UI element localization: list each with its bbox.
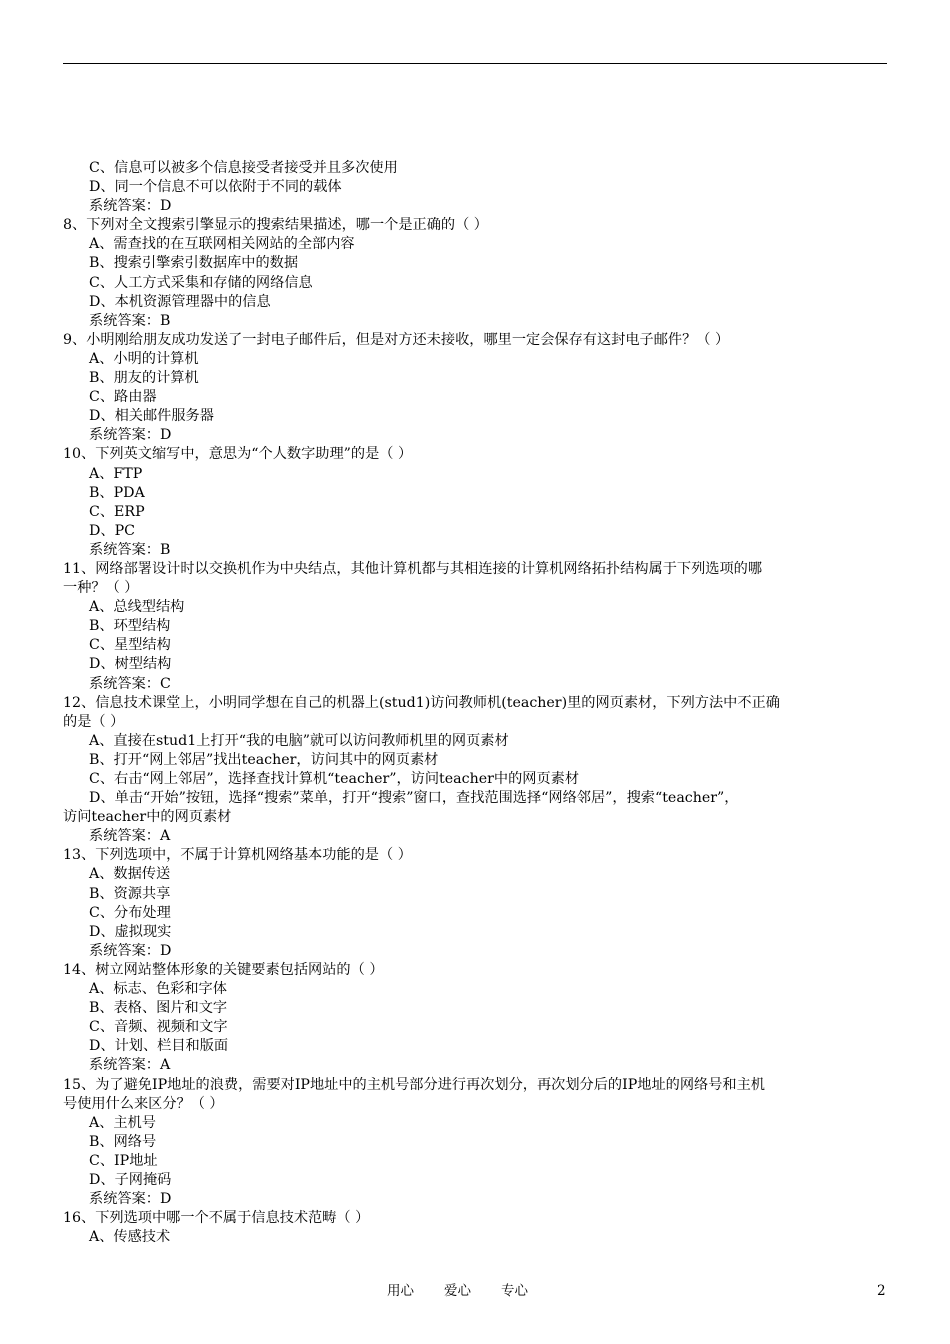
- text-line: 的是（ ）: [63, 713, 125, 730]
- text-line: 系统答案：D: [89, 1191, 172, 1208]
- text-line: B、朋友的计算机: [89, 370, 199, 387]
- text-line: C、信息可以被多个信息接受者接受并且多次使用: [89, 160, 398, 176]
- text-line: 系统答案：B: [89, 312, 171, 329]
- text-line: 系统答案：B: [89, 541, 171, 558]
- text-line: A、传感技术: [89, 1229, 171, 1246]
- footer-word: 专心: [501, 1283, 528, 1299]
- text-line: 号使用什么来区分？（ ）: [63, 1095, 224, 1112]
- text-line: B、PDA: [89, 484, 145, 501]
- text-line: A、标志、色彩和字体: [89, 981, 227, 998]
- footer-motto: [387, 1282, 528, 1300]
- text-line: D、树型结构: [89, 656, 172, 673]
- text-line: A、需查找的在互联网相关网站的全部内容: [89, 236, 355, 253]
- text-line: D、相关邮件服务器: [89, 408, 214, 425]
- text-line: A、小明的计算机: [89, 350, 199, 367]
- text-line: B、打开“网上邻居”找出teacher，访问其中的网页素材: [89, 751, 439, 768]
- text-line: C、右击“网上邻居”，选择查找计算机“teacher”，访问teacher中的网页素材: [89, 771, 580, 787]
- text-line: C、路由器: [89, 389, 157, 406]
- text-line: D、PC: [89, 522, 135, 539]
- text-line: D、计划、栏目和版面: [89, 1038, 229, 1055]
- text-line: C、分布处理: [89, 904, 171, 921]
- page-number: 2: [877, 1283, 886, 1299]
- text-line: A、主机号: [89, 1114, 156, 1131]
- text-line: 系统答案：A: [89, 828, 171, 845]
- text-line: B、资源共享: [89, 885, 171, 902]
- text-line: 9、小明刚给朋友成功发送了一封电子邮件后，但是对方还未接收，哪里一定会保存有这封电子邮件？（ ）: [63, 331, 730, 348]
- text-line: A、总线型结构: [89, 599, 185, 616]
- text-line: D、同一个信息不可以依附于不同的载体: [89, 179, 342, 196]
- text-line: D、本机资源管理器中的信息: [89, 293, 271, 310]
- text-line: C、星型结构: [89, 637, 171, 654]
- text-line: 8、下列对全文搜索引擎显示的搜索结果描述，哪一个是正确的（ ）: [63, 217, 488, 234]
- text-line: B、搜索引擎索引数据库中的数据: [89, 255, 299, 272]
- text-line: 一种？（ ）: [63, 580, 139, 597]
- text-line: 10、下列英文缩写中，意思为“个人数字助理”的是（ ）: [63, 446, 413, 463]
- footer-word: 用心: [387, 1283, 414, 1299]
- text-line: C、IP地址: [89, 1152, 158, 1169]
- text-line: 系统答案：D: [89, 942, 172, 959]
- text-line: 系统答案：C: [89, 675, 171, 692]
- header-rule: [63, 63, 887, 64]
- text-line: 15、为了避免IP地址的浪费，需要对IP地址中的主机号部分进行再次划分，再次划分后的IP地址的网络号和主机: [63, 1076, 765, 1093]
- text-line: C、人工方式采集和存储的网络信息: [89, 274, 313, 291]
- text-line: B、网络号: [89, 1133, 157, 1150]
- text-line: C、ERP: [89, 503, 145, 520]
- text-line: C、音频、视频和文字: [89, 1019, 228, 1036]
- text-line: 12、信息技术课堂上，小明同学想在自己的机器上(stud1)访问教师机(teacher)里的网页素材，下列方法中不正确: [63, 694, 780, 711]
- text-line: 系统答案：D: [89, 198, 172, 215]
- text-line: B、环型结构: [89, 618, 171, 635]
- footer-word: 爱心: [444, 1283, 471, 1299]
- text-line: B、表格、图片和文字: [89, 1000, 228, 1017]
- text-line: 系统答案：A: [89, 1057, 171, 1074]
- text-line: 16、下列选项中哪一个不属于信息技术范畴（ ）: [63, 1210, 370, 1227]
- text-line: A、FTP: [89, 465, 143, 482]
- text-line: A、数据传送: [89, 866, 171, 883]
- text-line: 访问teacher中的网页素材: [63, 809, 232, 826]
- text-line: D、子网掩码: [89, 1171, 172, 1188]
- text-line: D、单击“开始”按钮，选择“搜索”菜单，打开“搜索”窗口，查找范围选择“网络邻居”，搜索“teacher”，: [89, 790, 739, 807]
- text-line: D、虚拟现实: [89, 923, 172, 940]
- text-line: 系统答案：D: [89, 427, 172, 444]
- text-line: 11、网络部署设计时以交换机作为中央结点，其他计算机都与其相连接的计算机网络拓扑结构属于下列选项的哪: [63, 560, 763, 577]
- document-body: [63, 159, 887, 1247]
- text-line: 13、下列选项中，不属于计算机网络基本功能的是（ ）: [63, 847, 412, 864]
- text-line: 14、树立网站整体形象的关键要素包括网站的（ ）: [63, 961, 384, 978]
- text-line: A、直接在stud1上打开“我的电脑”就可以访问教师机里的网页素材: [89, 732, 509, 749]
